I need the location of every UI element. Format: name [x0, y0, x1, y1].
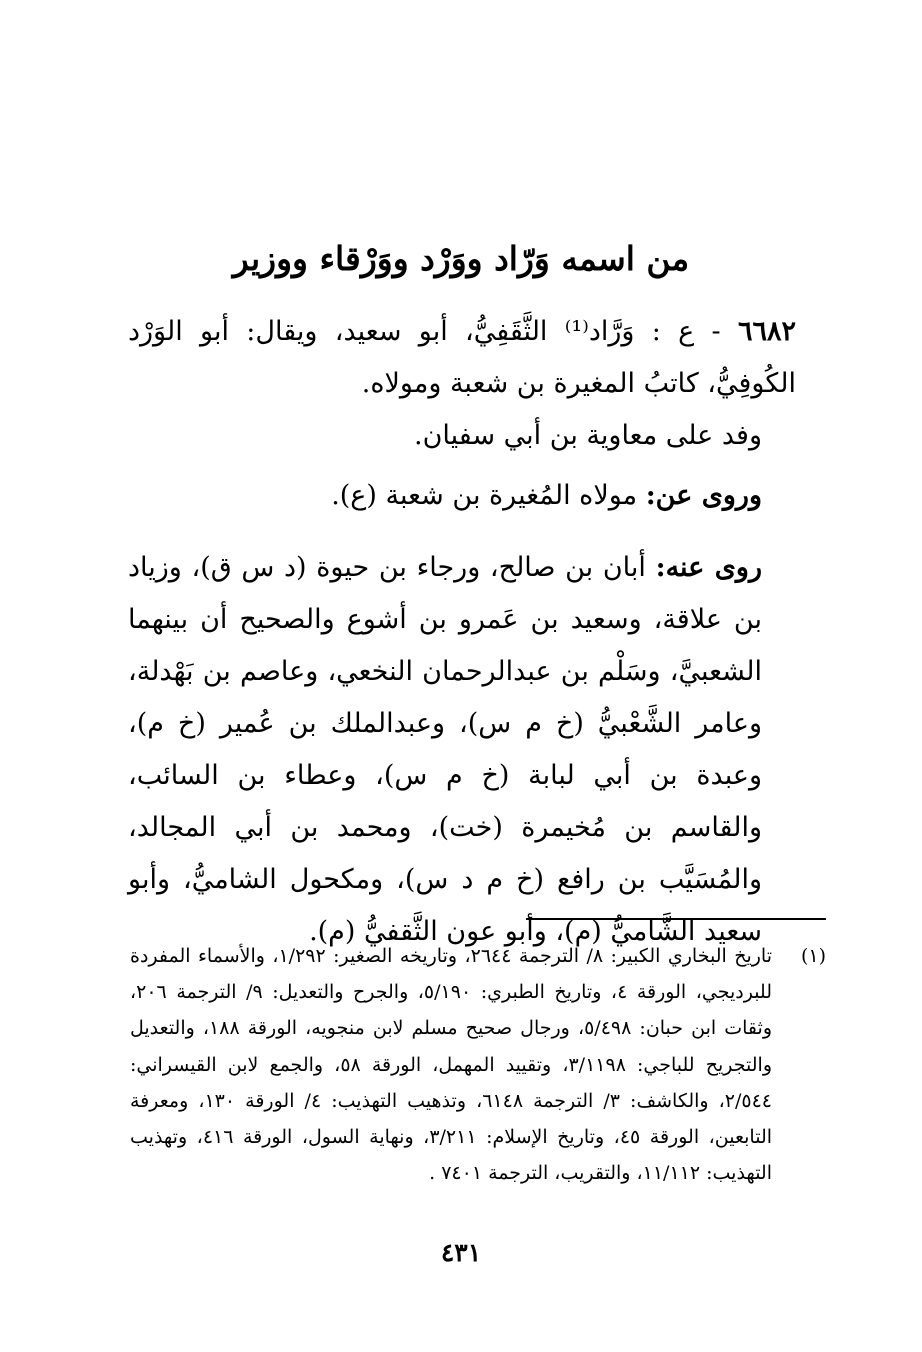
- biography-entry: [128, 306, 796, 958]
- footnote: [130, 938, 826, 1191]
- section-heading: من اسمه وَرّاد ووَرْد ووَرْقاء ووزير: [232, 239, 690, 278]
- footnote-marker: (١): [800, 945, 826, 967]
- narrated-from: [128, 470, 796, 522]
- narrated-from-text: مولاه المُغيرة بن شعبة (ع).: [331, 480, 646, 511]
- entry-name-text: - ع : وَرَّاد⁽¹⁾ الثَّقَفِيُّ، أبو سعيد، ويقال: أبو الوَرْد الكُوفِيُّ، كاتبُ المغيرة بن شعبة ومولاه.: [128, 316, 796, 399]
- footnote-text: تاريخ البخاري الكبير: ٨/ الترجمة ٢٦٤٤، وتاريخه الصغير: ١/٢٩٢، والأسماء المفردة للبرديجي، الورقة ٤، وتاريخ الطبري: ٥/١٩٠، والجرح والتعديل: ٩/ الترجمة ٢٠٦، وثقات ابن حبان: ٥/٤٩٨، ورجال صحيح مسلم لابن منجويه، الورقة ١٨٨، والتعديل والتجريح للباجي: ٣/١١٩٨، وتقييد المهمل، الورقة ٥٨، والجمع لابن القيسراني: ٢/٥٤٤، والكاشف: ٣/ الترجمة ٦١٤٨، وتذهيب التهذيب: ٤/ الورقة ١٣٠، ومعرفة التابعين، الورقة ٤٥، وتاريخ الإسلام: ٣/٢١١، ونهاية السول، الورقة ٤١٦، وتهذيب التهذيب: ١١/١١٢، والتقريب، الترجمة ٧٤٠١ .: [130, 945, 773, 1185]
- entry-visit: وفد على معاوية بن أبي سفيان.: [414, 420, 762, 451]
- narrated-from-label: وروى عن:: [645, 480, 762, 511]
- narrators-text: أبان بن صالح، ورجاء بن حيوة (د س ق)، وزياد بن علاقة، وسعيد بن عَمرو بن أشوع والصحيح أن بينهما الشعبيَّ، وسَلْم بن عبدالرحمان النخعي، وعاصم بن بَهْدلة، وعامر الشَّعْبيُّ (خ م س)، وعبدالملك بن عُمير (خ م)، وعبدة بن أبي لبابة (خ م س)، وعطاء بن السائب، والقاسم بن مُخيمرة (خت)، ومحمد بن أبي المجالد، والمُسَيَّب بن رافع (خ م د س)، ومكحول الشاميُّ، وأبو سعيد الشَّاميُّ (م)، وأبو عون الثَّقفيُّ (م).: [128, 552, 762, 947]
- narrators-label: روى عنه:: [655, 552, 763, 583]
- footnote-separator: [526, 918, 826, 920]
- narrators-from-him: [128, 542, 796, 958]
- entry-number: ٦٦٨٢: [737, 316, 796, 347]
- entry-intro: [128, 306, 796, 410]
- page-number: ٤٣١: [440, 1238, 482, 1267]
